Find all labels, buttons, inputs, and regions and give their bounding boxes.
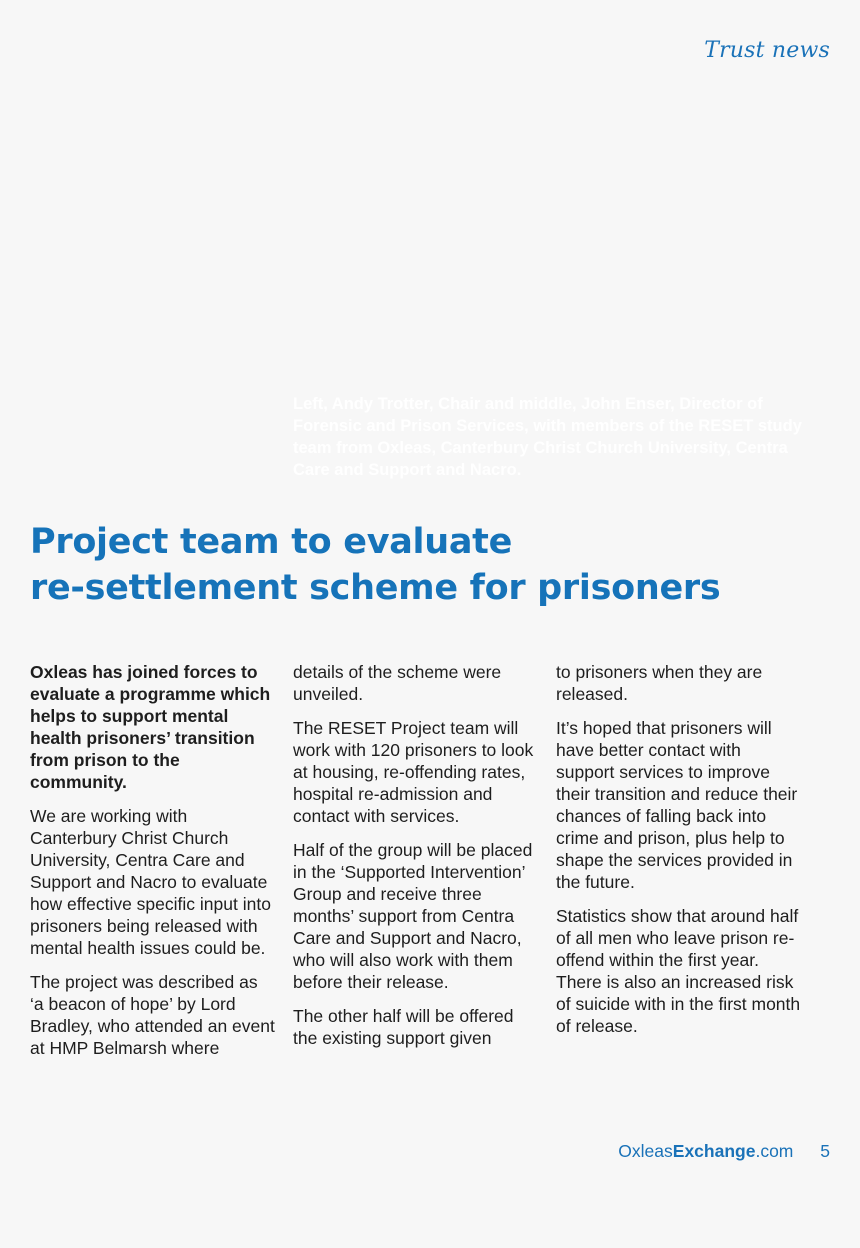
section-label: Trust news: [704, 38, 830, 63]
page-number: 5: [820, 1141, 830, 1161]
article-paragraph: The RESET Project team will work with 120 prisoners to look at housing, re-offending rates, hospital re-admission and contact with services.: [293, 718, 534, 826]
article-paragraph: Statistics show that around half of all men who leave prison re-offend within the first year. There is also an increased risk of suicide with in the first month of release.: [556, 906, 801, 1036]
article-column-3: [556, 661, 802, 1049]
footer-site-prefix: Oxleas: [618, 1141, 673, 1161]
article-paragraph: to prisoners when they are released.: [556, 662, 763, 704]
page-footer: [618, 1141, 830, 1162]
article-paragraph: We are working with Canterbury Christ Church University, Centra Care and Support and Nacro to evaluate how effective specific input into prisoners being released with mental health issues could be.: [30, 806, 271, 958]
article-paragraph: The other half will be offered the existing support given: [293, 1006, 514, 1048]
article-column-2: [293, 661, 539, 1061]
footer-site-bold: Exchange: [672, 1141, 756, 1161]
article-paragraph: details of the scheme were unveiled.: [293, 662, 502, 704]
headline-line-2: re-settlement scheme for prisoners: [30, 568, 721, 608]
article-paragraph: It’s hoped that prisoners will have better contact with support services to improve their transition and reduce their chances of falling back into crime and prison, plus help to shape the services provided in the future.: [556, 718, 798, 892]
footer-site-suffix: .com: [755, 1141, 794, 1161]
article-headline: [30, 519, 720, 611]
headline-line-1: Project team to evaluate: [30, 522, 513, 562]
article-paragraph: The project was described as ‘a beacon of hope’ by Lord Bradley, who attended an event at HMP Belmarsh where: [30, 972, 275, 1058]
photo-caption: Left, Andy Trotter, Chair and middle, John Enser, Director of Forensic and Prison Services, with members of the RESET study team from Oxleas, Canterbury Christ Church University, Centra Care and Support and Nacro.: [293, 395, 802, 479]
article-paragraph: Half of the group will be placed in the ‘Supported Intervention’ Group and receive three months’ support from Centra Care and Support and Nacro, who will also work with them before their release.: [293, 840, 533, 992]
article-lead: Oxleas has joined forces to evaluate a programme which helps to support mental health prisoners’ transition from prison to the community.: [30, 662, 271, 792]
article-column-1: [30, 661, 276, 1071]
